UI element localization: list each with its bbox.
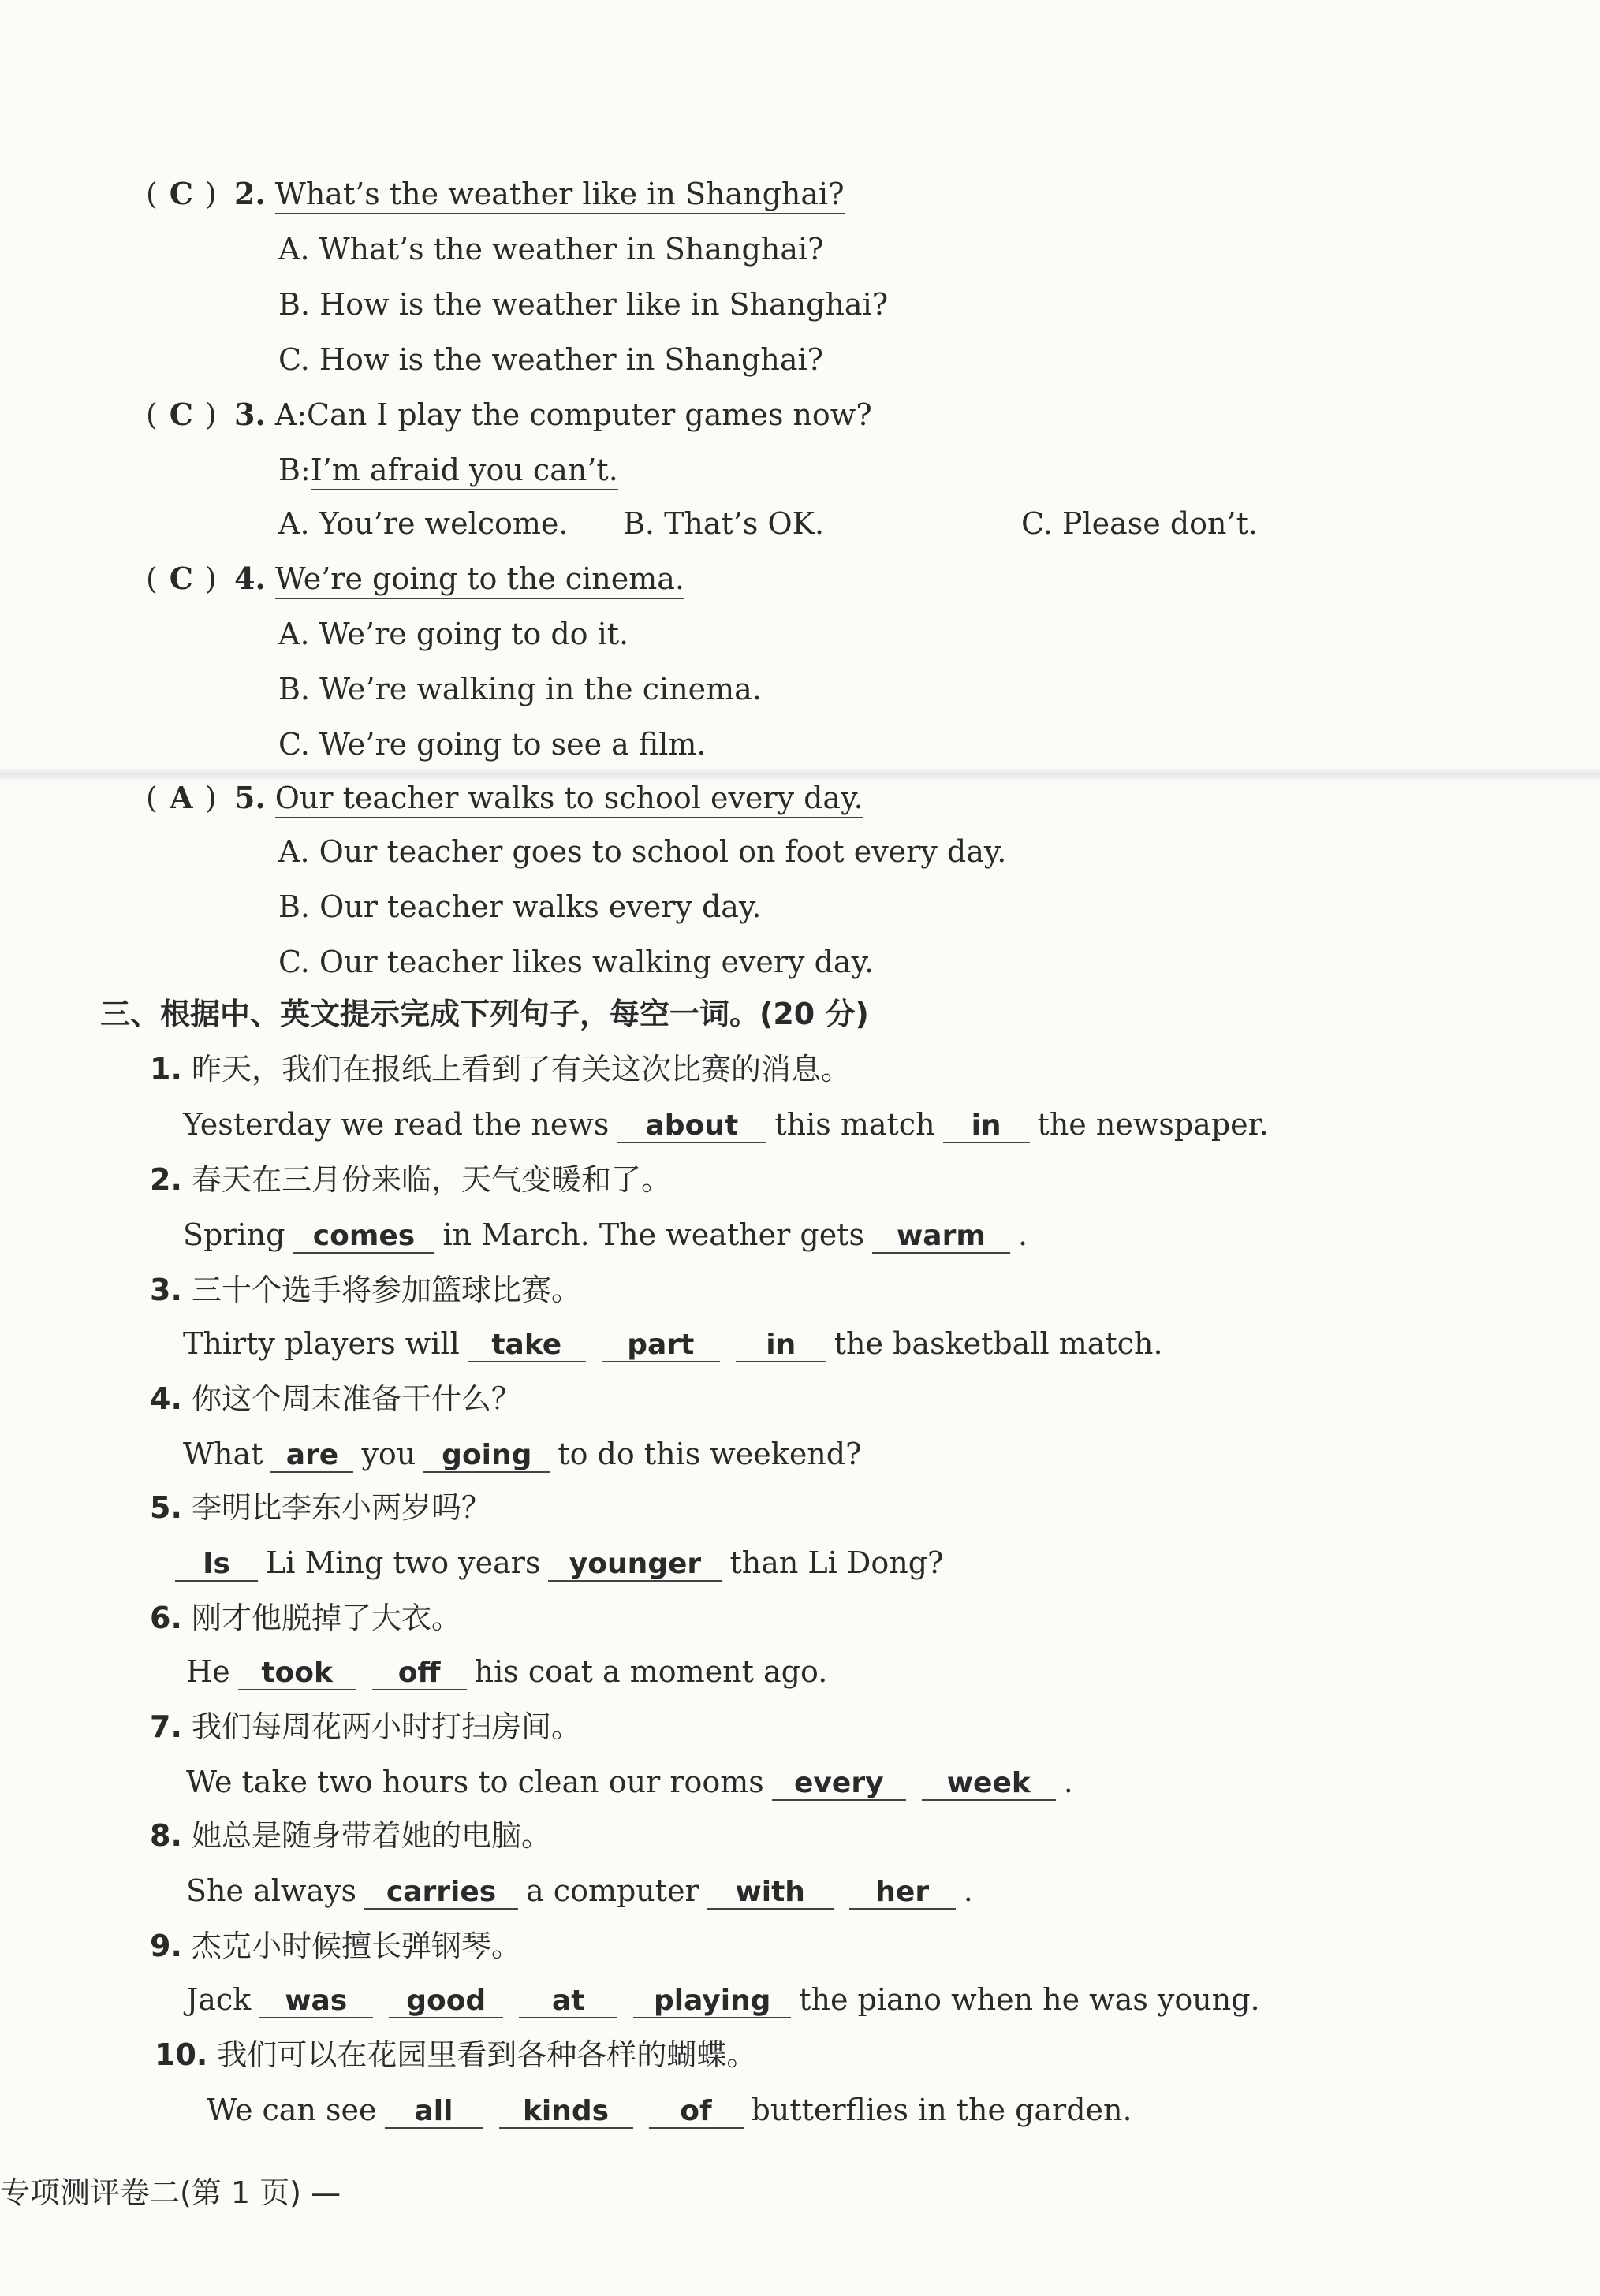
- option-b: B. Our teacher walks every day.: [278, 889, 762, 924]
- answer-blank: took: [238, 1657, 356, 1690]
- question-stem-b-line: [278, 451, 618, 489]
- option-a: A. We’re going to do it.: [278, 617, 629, 651]
- answer-blank: going: [423, 1440, 550, 1473]
- answer-letter: C: [169, 176, 193, 211]
- question-number: 2.: [234, 176, 266, 211]
- question-stem-a: A:Can I play the computer games now?: [274, 397, 872, 432]
- item-4-chinese: [150, 1380, 521, 1418]
- answer-paren: ( C ): [146, 397, 217, 432]
- text-segment: than Li Dong?: [729, 1545, 944, 1580]
- item-number: 1.: [150, 1052, 182, 1086]
- answer-paren: ( A ): [146, 780, 217, 815]
- text-segment: .: [1017, 1217, 1028, 1252]
- text-segment: butterflies in the garden.: [751, 2093, 1132, 2127]
- choice-question-5: [146, 779, 863, 817]
- text-segment: the piano when he was young.: [799, 1982, 1260, 2017]
- text-segment: .: [1063, 1765, 1073, 1799]
- text-segment: you: [361, 1437, 416, 1471]
- item-number: 7.: [150, 1709, 182, 1744]
- text-segment: Li Ming two years: [266, 1545, 541, 1580]
- text-segment: Jack: [186, 1982, 252, 2017]
- item-number: 8.: [150, 1818, 182, 1853]
- text-segment: this match: [774, 1107, 935, 1142]
- answer-blank: with: [707, 1877, 834, 1910]
- item-7-chinese: [150, 1708, 581, 1746]
- option-a: A. What’s the weather in Shanghai?: [278, 232, 824, 266]
- text-segment: She always: [186, 1873, 357, 1908]
- item-number: 9.: [150, 1929, 182, 1963]
- choice-question-3: [146, 396, 872, 434]
- item-number: 3.: [150, 1273, 182, 1307]
- item-2-chinese: [150, 1161, 671, 1198]
- question-stem: We’re going to the cinema.: [275, 561, 684, 599]
- option-a: A. You’re welcome.: [278, 506, 569, 541]
- text-segment: a computer: [526, 1873, 699, 1908]
- chinese-prompt: 刚才他脱掉了大衣。: [191, 1601, 461, 1635]
- answer-blank: kinds: [499, 2096, 633, 2129]
- answer-blank: at: [519, 1985, 617, 2018]
- answer-blank: comes: [293, 1221, 434, 1254]
- page-fold-line: [0, 769, 1600, 780]
- item-5-chinese: [150, 1489, 491, 1526]
- item-8-english: [186, 1872, 973, 1910]
- answer-blank: in: [736, 1329, 826, 1362]
- answer-blank: carries: [364, 1877, 518, 1910]
- question-number: 3.: [234, 397, 266, 432]
- answer-blank: good: [389, 1985, 503, 2018]
- question-stem: Our teacher walks to school every day.: [275, 781, 863, 818]
- answer-blank: her: [849, 1877, 956, 1910]
- answer-paren: ( C ): [146, 561, 217, 596]
- option-c: C. Please don’t.: [1021, 506, 1258, 541]
- chinese-prompt: 昨天，我们在报纸上看到了有关这次比赛的消息。: [191, 1052, 851, 1086]
- answer-blank: are: [270, 1440, 353, 1473]
- item-6-english: [186, 1653, 827, 1690]
- question-number: 5.: [234, 780, 266, 815]
- text-segment: the basketball match.: [834, 1326, 1163, 1361]
- item-3-chinese: [150, 1271, 581, 1309]
- answer-blank: off: [372, 1657, 467, 1690]
- option-c: C. We’re going to see a film.: [278, 727, 707, 762]
- chinese-prompt: 春天在三月份来临，天气变暖和了。: [191, 1162, 671, 1197]
- chinese-prompt: 三十个选手将参加篮球比赛。: [191, 1273, 581, 1307]
- speaker-b: B:: [278, 453, 311, 487]
- choice-question-2: [146, 175, 845, 213]
- chinese-prompt: 她总是随身带着她的电脑。: [191, 1818, 551, 1853]
- text-segment: .: [963, 1873, 973, 1908]
- chinese-prompt: 我们每周花两小时打扫房间。: [191, 1709, 581, 1744]
- item-5-english: [175, 1544, 943, 1582]
- chinese-prompt: 我们可以在花园里看到各种各样的蝴蝶。: [217, 2037, 757, 2072]
- item-1-english: [183, 1105, 1269, 1143]
- text-segment: What: [183, 1437, 263, 1471]
- answer-blank: was: [259, 1985, 373, 2018]
- option-b: B. We’re walking in the cinema.: [278, 672, 762, 706]
- choice-question-4: [146, 560, 684, 598]
- chinese-prompt: 杰克小时候擅长弹钢琴。: [191, 1929, 521, 1963]
- text-segment: to do this weekend?: [558, 1437, 862, 1471]
- text-segment: the newspaper.: [1037, 1107, 1269, 1142]
- item-9-chinese: [150, 1927, 521, 1965]
- answer-blank: Is: [175, 1549, 258, 1582]
- question-stem-b: I’m afraid you can’t.: [311, 453, 618, 490]
- answer-blank: of: [649, 2096, 744, 2129]
- text-segment: his coat a moment ago.: [474, 1654, 828, 1689]
- item-7-english: [186, 1763, 1073, 1801]
- option-a: A. Our teacher goes to school on foot every day.: [278, 834, 1007, 869]
- item-9-english: [186, 1981, 1260, 2018]
- item-10-chinese: [155, 2036, 756, 2074]
- answer-blank: playing: [633, 1985, 791, 2018]
- question-number: 4.: [234, 561, 266, 596]
- item-number: 4.: [150, 1381, 182, 1416]
- answer-blank: warm: [872, 1221, 1010, 1254]
- text-segment: in March. The weather gets: [442, 1217, 864, 1252]
- item-6-chinese: [150, 1599, 461, 1637]
- answer-blank: week: [922, 1768, 1056, 1801]
- answer-blank: part: [602, 1329, 720, 1362]
- page-footer: 专项测评卷二(第 1 页) —: [0, 2175, 341, 2210]
- text-segment: Spring: [183, 1217, 285, 1252]
- answer-letter: C: [169, 397, 193, 432]
- chinese-prompt: 你这个周末准备干什么？: [191, 1381, 521, 1416]
- item-number: 2.: [150, 1162, 182, 1197]
- option-b: B. How is the weather like in Shanghai?: [278, 287, 889, 322]
- text-segment: We can see: [207, 2093, 377, 2127]
- item-4-english: [183, 1435, 861, 1473]
- answer-letter: C: [169, 561, 193, 596]
- item-2-english: [183, 1216, 1028, 1254]
- text-segment: We take two hours to clean our rooms: [186, 1765, 764, 1799]
- answer-letter: A: [170, 780, 193, 815]
- answer-blank: about: [617, 1110, 766, 1143]
- item-3-english: [183, 1325, 1163, 1362]
- item-10-english: [207, 2091, 1132, 2129]
- answer-paren: ( C ): [146, 176, 217, 211]
- question-stem: What’s the weather like in Shanghai?: [275, 177, 845, 214]
- text-segment: He: [186, 1654, 230, 1689]
- text-segment: Thirty players will: [183, 1326, 460, 1361]
- item-number: 10.: [155, 2037, 208, 2072]
- answer-blank: take: [468, 1329, 586, 1362]
- item-1-chinese: [150, 1050, 851, 1088]
- answer-blank: in: [943, 1110, 1030, 1143]
- option-c: C. Our teacher likes walking every day.: [278, 945, 875, 979]
- item-number: 6.: [150, 1601, 182, 1635]
- answer-blank: younger: [548, 1549, 722, 1582]
- answer-blank: every: [772, 1768, 906, 1801]
- chinese-prompt: 李明比李东小两岁吗？: [191, 1490, 491, 1525]
- item-number: 5.: [150, 1490, 182, 1525]
- item-8-chinese: [150, 1817, 551, 1854]
- answer-blank: all: [385, 2096, 483, 2129]
- text-segment: Yesterday we read the news: [183, 1107, 610, 1142]
- option-b: B. That’s OK.: [623, 506, 825, 541]
- option-c: C. How is the weather in Shanghai?: [278, 342, 824, 377]
- section-title: 三、根据中、英文提示完成下列句子，每空一词。(20 分): [100, 997, 869, 1031]
